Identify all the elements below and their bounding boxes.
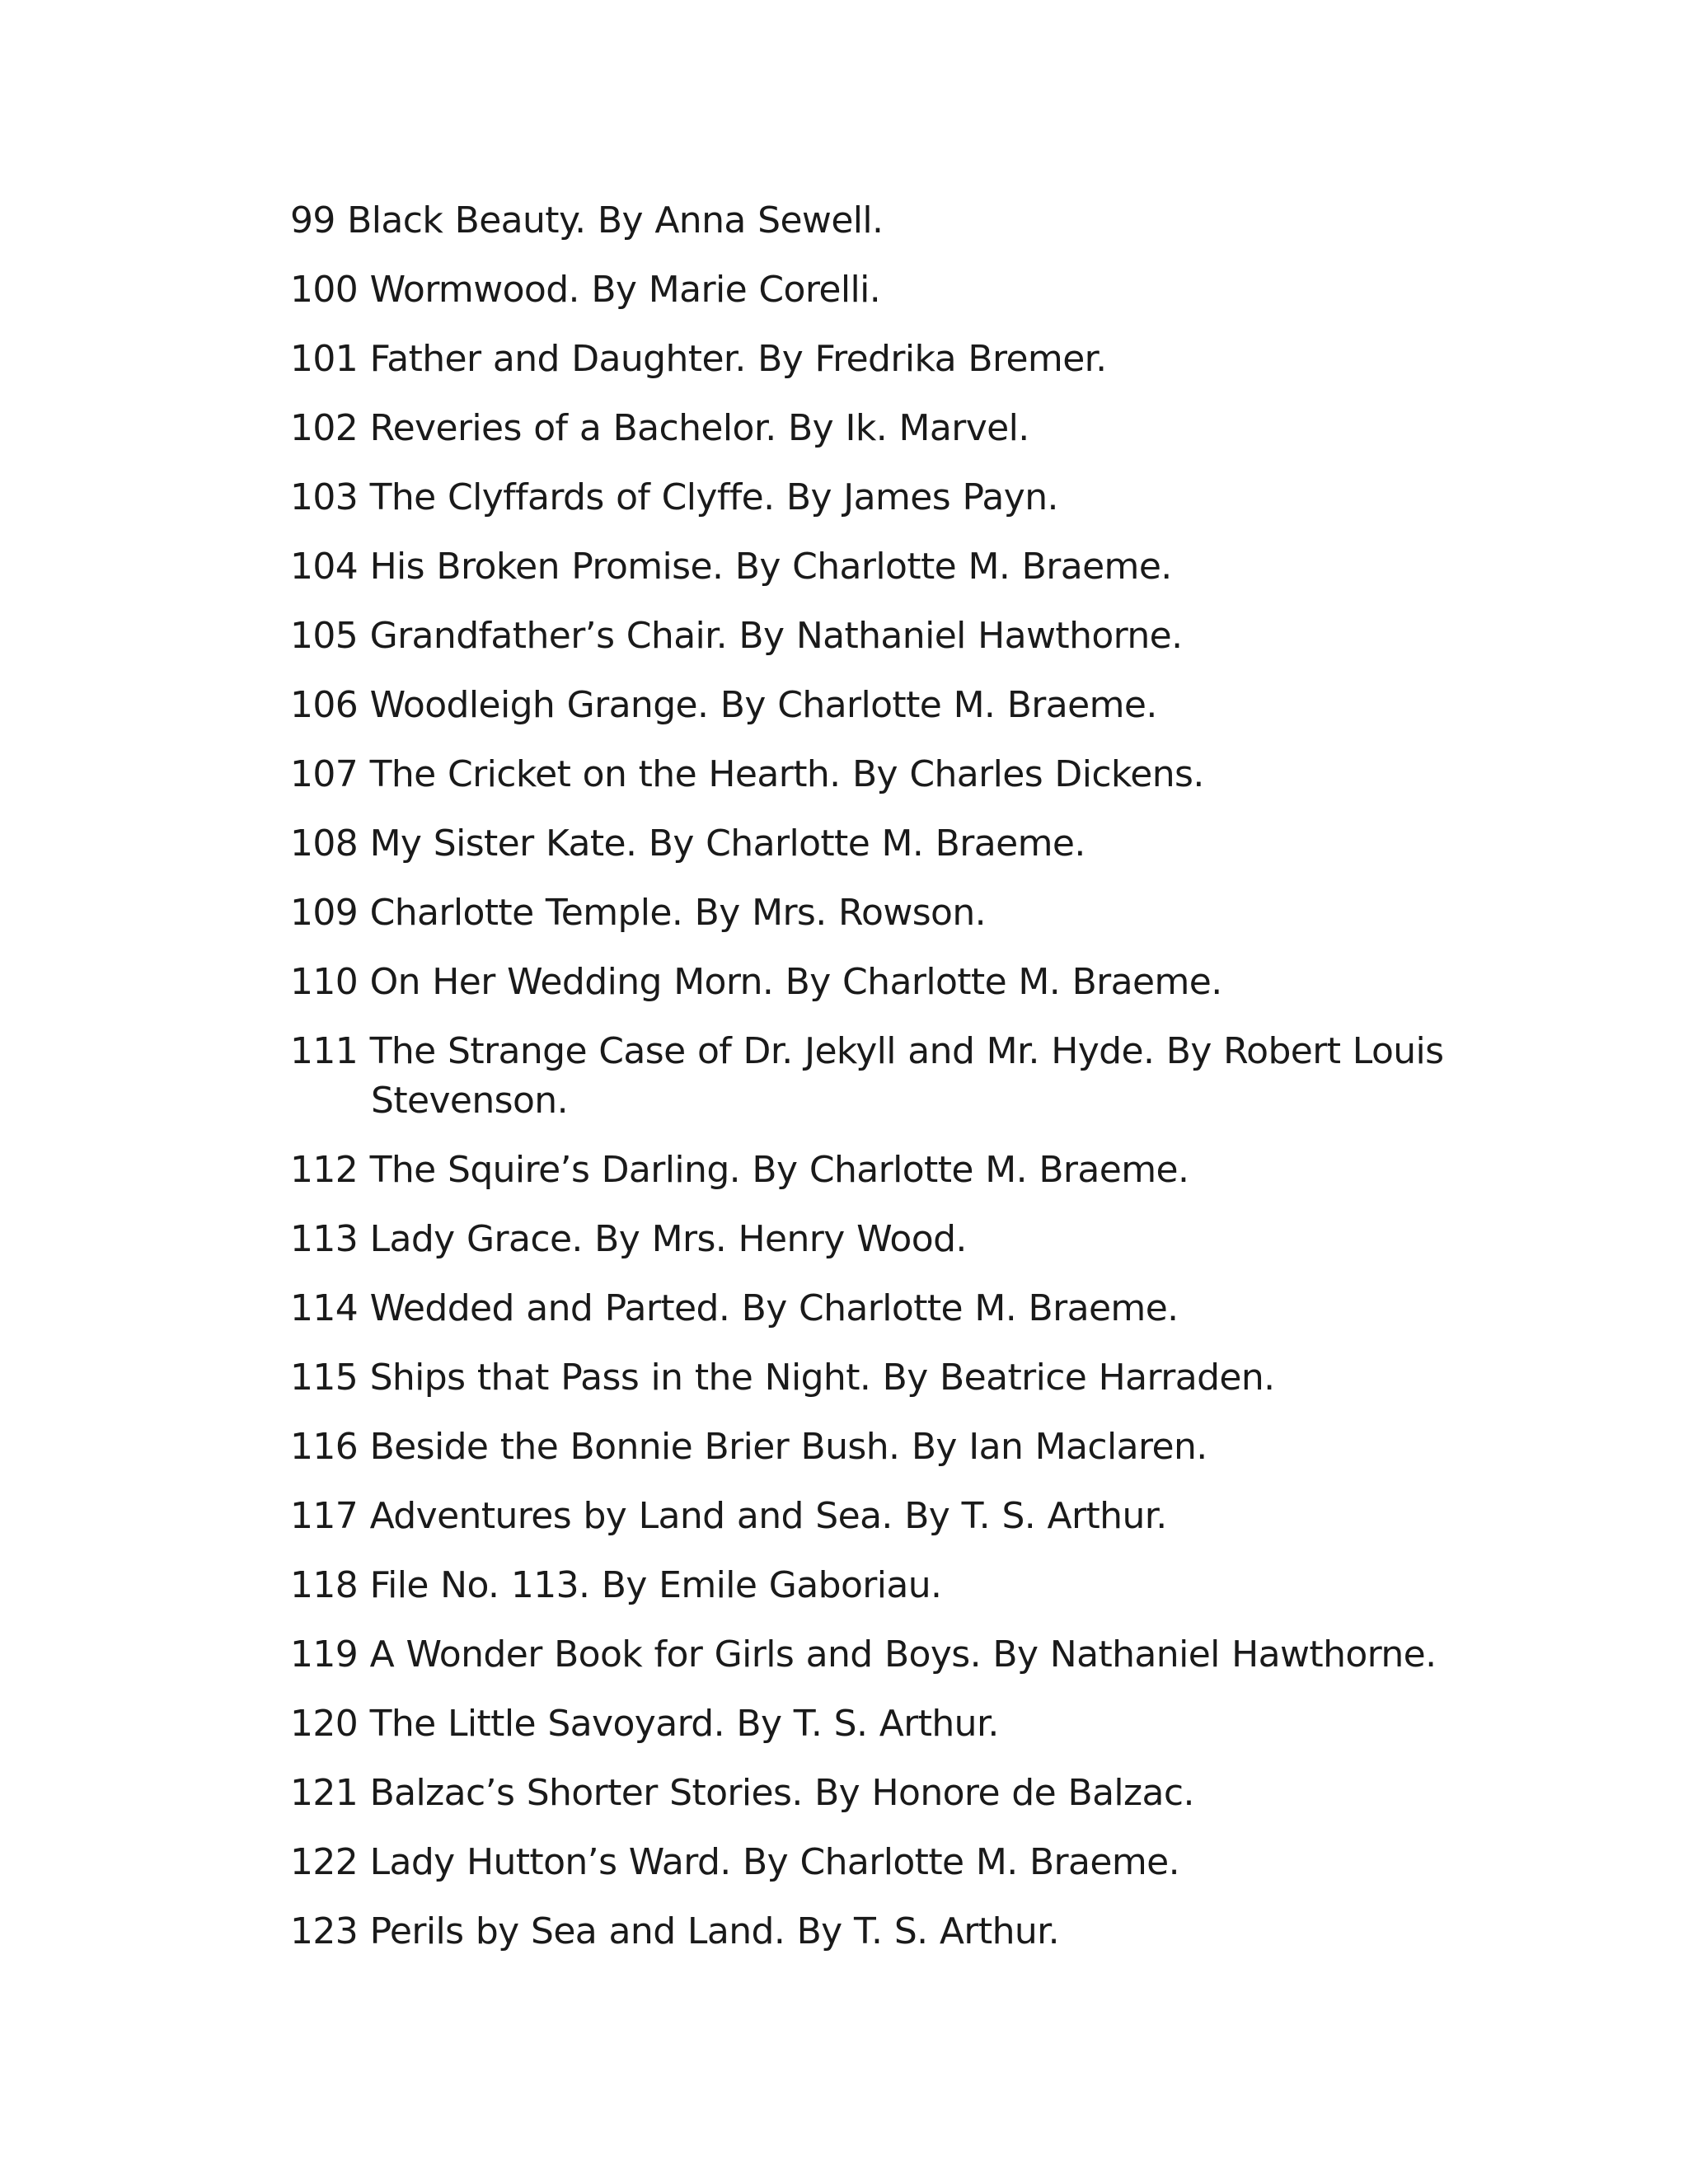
list-item: 104 His Broken Promise. By Charlotte M. Braeme. — [290, 546, 1172, 588]
list-item: 116 Beside the Bonnie Brier Bush. By Ian Maclaren. — [290, 1426, 1207, 1468]
list-item: 102 Reveries of a Bachelor. By Ik. Marvel. — [290, 407, 1029, 449]
list-item: 106 Woodleigh Grange. By Charlotte M. Braeme. — [290, 684, 1157, 726]
list-item: 122 Lady Hutton’s Ward. By Charlotte M. Braeme. — [290, 1841, 1179, 1883]
list-item: 111 The Strange Case of Dr. Jekyll and Mr. Hyde. By Robert Louis Stevenson. — [290, 1030, 1444, 1122]
list-item: 112 The Squire’s Darling. By Charlotte M. Braeme. — [290, 1149, 1189, 1191]
list-item: 118 File No. 113. By Emile Gaboriau. — [290, 1564, 942, 1606]
list-item: 121 Balzac’s Shorter Stories. By Honore de Balzac. — [290, 1772, 1194, 1814]
book-list — [290, 196, 1526, 1976]
list-item: 123 Perils by Sea and Land. By T. S. Arthur. — [290, 1910, 1059, 1952]
list-item: 107 The Cricket on the Hearth. By Charles Dickens. — [290, 753, 1204, 795]
list-item: 103 The Clyffards of Clyffe. By James Payn. — [290, 476, 1058, 518]
list-item: 119 A Wonder Book for Girls and Boys. By Nathaniel Hawthorne. — [290, 1633, 1437, 1675]
list-item: 109 Charlotte Temple. By Mrs. Rowson. — [290, 892, 987, 934]
list-item: 108 My Sister Kate. By Charlotte M. Braeme. — [290, 823, 1085, 865]
list-item: 114 Wedded and Parted. By Charlotte M. Braeme. — [290, 1287, 1179, 1329]
list-item: 105 Grandfather’s Chair. By Nathaniel Hawthorne. — [290, 615, 1183, 657]
list-item: 120 The Little Savoyard. By T. S. Arthur. — [290, 1703, 999, 1745]
list-item: 99 Black Beauty. By Anna Sewell. — [290, 199, 884, 241]
list-item: 110 On Her Wedding Morn. By Charlotte M. Braeme. — [290, 961, 1222, 1003]
list-item: 115 Ships that Pass in the Night. By Beatrice Harraden. — [290, 1357, 1275, 1399]
list-item: 100 Wormwood. By Marie Corelli. — [290, 269, 881, 311]
list-item: 113 Lady Grace. By Mrs. Henry Wood. — [290, 1218, 967, 1260]
list-item: 101 Father and Daughter. By Fredrika Bremer. — [290, 338, 1107, 380]
list-item: 117 Adventures by Land and Sea. By T. S. Arthur. — [290, 1495, 1167, 1537]
